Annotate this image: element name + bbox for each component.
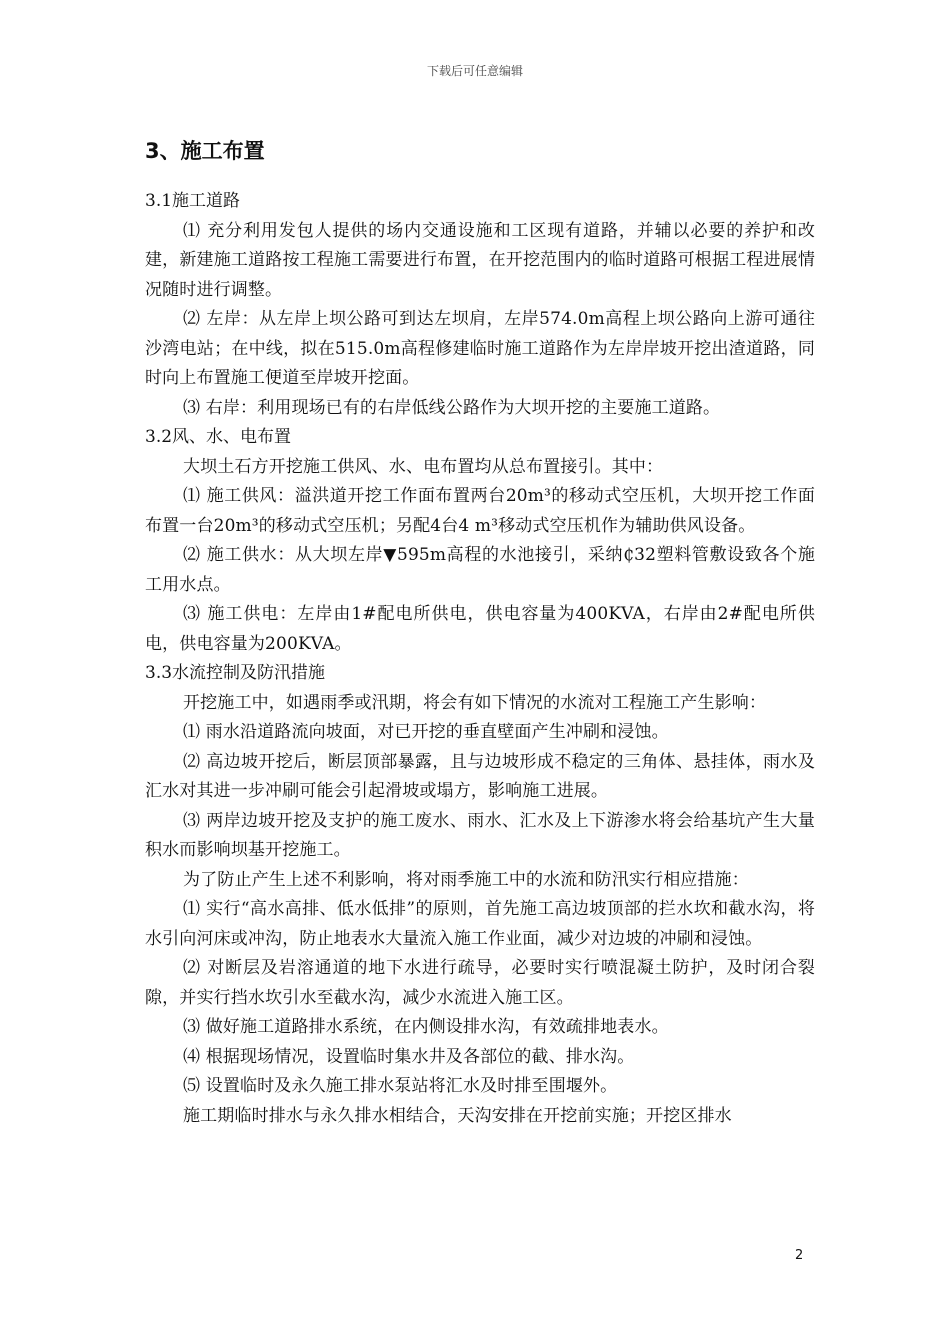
page-header: 下载后可任意编辑 <box>426 64 523 78</box>
paragraph: 为了防止产生上述不利影响，将对雨季施工中的水流和防汛实行相应措施： <box>183 869 749 890</box>
paragraph: ⑴ 施工供风：溢洪道开挖工作面布置两台20m³的移动式空压机，大坝开挖工作面布置一台20m³的移动式空压机；另配4台4 m³移动式空压机作为辅助供风设备。 <box>145 486 815 536</box>
page-number: 2 <box>795 1248 804 1263</box>
paragraph: ⑵ 施工供水：从大坝左岸▼595m高程的水池接引，采纳₵32塑料管敷设致各个施工用水点。 <box>145 545 815 595</box>
paragraph: ⑵ 高边坡开挖后，断层顶部暴露，且与边坡形成不稳定的三角体、悬挂体，雨水及汇水对其进一步冲刷可能会引起滑坡或塌方，影响施工进展。 <box>145 751 815 801</box>
document-body <box>145 135 815 1131</box>
paragraph: ⑶ 两岸边坡开挖及支护的施工废水、雨水、汇水及上下游渗水将会给基坑产生大量积水而影响坝基开挖施工。 <box>145 810 815 860</box>
paragraph: ⑴ 雨水沿道路流向坡面，对已开挖的垂直壁面产生冲刷和浸蚀。 <box>183 722 669 742</box>
paragraph: ⑴ 充分利用发包人提供的场内交通设施和工区现有道路，并辅以必要的养护和改建，新建施工道路按工程施工需要进行布置，在开挖范围内的临时道路可根据工程进展情况随时进行调整。 <box>145 220 815 300</box>
paragraph: 大坝土石方开挖施工供风、水、电布置均从总布置接引。其中： <box>183 456 664 477</box>
paragraph: 开挖施工中，如遇雨季或汛期，将会有如下情况的水流对工程施工产生影响： <box>183 692 767 713</box>
subsection-heading: 3.1施工道路 <box>145 191 241 211</box>
paragraph: ⑷ 根据现场情况，设置临时集水井及各部位的截、排水沟。 <box>183 1046 635 1067</box>
paragraph: 施工期临时排水与永久排水相结合，天沟安排在开挖前实施；开挖区排水 <box>183 1105 732 1126</box>
section-title: 3、施工布置 <box>145 139 265 163</box>
paragraph-list <box>145 187 815 1131</box>
paragraph: ⑸ 设置临时及永久施工排水泵站将汇水及时排至围堰外。 <box>183 1076 618 1096</box>
subsection-heading: 3.2风、水、电布置 <box>145 427 292 447</box>
paragraph: ⑵ 对断层及岩溶通道的地下水进行疏导，必要时实行喷混凝土防护，及时闭合裂隙，并实行挡水坎引水至截水沟，减少水流进入施工区。 <box>145 958 815 1008</box>
paragraph: ⑶ 施工供电：左岸由1#配电所供电，供电容量为400KVA，右岸由2#配电所供电，供电容量为200KVA。 <box>145 604 815 654</box>
paragraph: ⑶ 做好施工道路排水系统，在内侧设排水沟，有效疏排地表水。 <box>183 1017 669 1037</box>
paragraph: ⑵ 左岸：从左岸上坝公路可到达左坝肩，左岸574.0m高程上坝公路向上游可通往沙湾电站；在中线，拟在515.0m高程修建临时施工道路作为左岸岸坡开挖出渣道路，同时向上布置施工便道至岸坡开挖面。 <box>145 309 815 388</box>
paragraph: ⑶ 右岸：利用现场已有的右岸低线公路作为大坝开挖的主要施工道路。 <box>183 397 721 418</box>
paragraph: ⑴ 实行“高水高排、低水低排”的原则，首先施工高边坡顶部的拦水坎和截水沟，将水引向河床或冲沟，防止地表水大量流入施工作业面，减少对边坡的冲刷和浸蚀。 <box>145 899 815 949</box>
subsection-heading: 3.3水流控制及防汛措施 <box>145 663 326 683</box>
